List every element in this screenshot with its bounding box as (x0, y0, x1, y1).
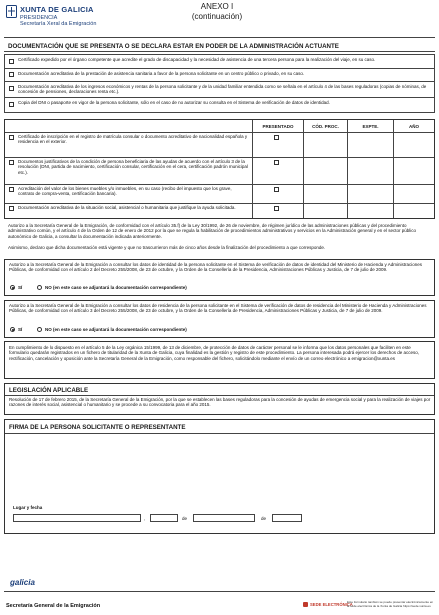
de-label-1: de (182, 516, 188, 521)
footer-organization: Secretaría General de la Emigración (6, 603, 101, 609)
docs-title: DOCUMENTACIÓN QUE SE PRESENTA O SE DECLARA ESTAR EN PODER DE LA ADMINISTRACIÓN ACTUANTE (8, 43, 339, 50)
checkbox-presentado-3[interactable] (274, 187, 279, 192)
checkbox-presentado-1[interactable] (274, 135, 279, 140)
de-label-2: de (261, 516, 267, 521)
signature-title: FIRMA DE LA PERSONA SOLICITANTE O REPRESENTANTE (9, 424, 186, 431)
doc-row-income (4, 82, 435, 98)
place-input[interactable] (13, 514, 141, 522)
identity-yes-radio[interactable] (10, 285, 15, 290)
table-row-text: Documentación acreditativa de la situación social, asistencial o humanitaria que justifique la ayuda solicitada. (18, 205, 236, 210)
legislation-text: Resolución de 17 de febrero 2015, de la Secretaría General de la Emigración, por la que se establecen las bases reguladoras para la concesión de ayudas de emergencia social y para la realización de viajes por razones de interés social, asistencial o humanitario y se procede a su convocatoria para el año 2015. (9, 397, 431, 408)
annex-subtitle: (continuación) (191, 12, 243, 21)
residence-no-label: NO (en este caso se adjuntará la documentación correspondiente) (45, 327, 187, 332)
comma-separator: , (144, 516, 146, 521)
shield-icon (6, 5, 17, 19)
identity-yes-label: SÍ (18, 285, 23, 290)
day-input[interactable] (150, 514, 178, 522)
checkbox-presentado-2[interactable] (274, 160, 279, 165)
header-divider (4, 37, 435, 38)
brand-name: XUNTA DE GALICIA (20, 5, 94, 14)
col-cod-proc: CÓD. PROC. (312, 124, 339, 129)
checkbox-assets[interactable] (9, 187, 14, 192)
sede-icon (303, 602, 308, 607)
sede-note: Este formulario también se puede presentar electrónicamente en la sede electrónica de la Xunta de Galicia https://sede.xunta.es (347, 600, 434, 608)
subdepartment-name: Secretaría Xeral da Emigración (20, 21, 97, 27)
doc-row-health (4, 69, 435, 82)
identity-no-radio[interactable] (37, 285, 42, 290)
col-presentado: PRESENTADO (262, 124, 294, 129)
doc-row-id (4, 98, 435, 113)
residence-authorization (4, 300, 435, 338)
doc-row-disability (4, 54, 435, 69)
identity-no-label: NO (en este caso se adjuntará la documentación correspondiente) (45, 285, 187, 290)
year-input[interactable] (272, 514, 302, 522)
checkbox-id[interactable] (9, 102, 14, 107)
annex-heading (178, 2, 256, 24)
table-row-text: Certificado de inscripción en el registro de matrícula consular o documento acreditativo de nacionalidad española y residencia en el exterior. (18, 134, 248, 145)
privacy-text: En cumplimiento de lo dispuesto en el artículo 5 de la Ley orgánica 15/1999, de 13 de diciembre, de protección de datos de carácter personal se le informa que los datos personales que faciliten en este formulario quedarán registrados en un fichero de titularidad de la Xunta de Galicia, cuya finalidad es la gestión y registro de este procedimiento. La persona interesada podrá ejercer los derechos de acceso, rectificación, cancelación y oposición ante la Secretaría General de la Emigración, como responsable del fichero, solicitándolo mediante el envío de un correo electrónico a emigracion@xunta.es (9, 345, 419, 361)
annex-title: ANEXO I (200, 2, 234, 11)
checkbox-income[interactable] (9, 86, 14, 91)
privacy-notice (4, 341, 435, 379)
declaration-text: Asimismo, declaro que dicha documentación está vigente y que no trascurrieron más de cinco años desde la finalización del procedimiento a que corresponde. (8, 245, 326, 250)
place-date-label: Lugar y fecha (13, 505, 43, 510)
col-ano: AÑO (409, 124, 419, 129)
checkbox-consular[interactable] (9, 135, 14, 140)
col-expte: EXPTE. (362, 124, 379, 129)
department-name: PRESIDENCIA (20, 15, 58, 21)
sede-label: SEDE ELECTRÓNICA (310, 602, 353, 607)
table-row-text: Acreditación del valor de los bienes muebles y/o inmuebles, en su caso (recibo del impuesto que los grave, contrato de compra-venta, certificación bancaria). (18, 186, 232, 197)
galicia-logo: galicia (10, 578, 35, 587)
doc-row-text: Certificado expedido por el órgano competente que acredite el grado de discapacidad y la necesidad de asistencia de una tercera persona para la realización del viaje, en su caso. (18, 56, 376, 62)
doc-row-text: Documentación acreditativa de la prestación de asistencia sanitaria a favor de la persona solicitante en un centro público o privado, en su caso. (18, 70, 305, 76)
doc-row-text: Documentación acreditativa de los ingresos económicos y rentas de la persona solicitante y de la unidad familiar entendida como se señala en el artículo 4 de las bases reguladoras (copias de nóminas, de concesión de pensiones, declaraciones renta etc.). (18, 83, 427, 94)
residence-text: Autorizo a la Secretaría General de la Emigración a consultar los datos de residencia de la persona solicitante en el Sistema de verificación de datos de residencia del Ministerio de Hacienda y Administraciones Públicas, de conformidad con el artículo 3 del Decreto 255/2008, de 23 de octubre, y la Orden de la Consellería de Presidencia, Administraciones Públicas y Justicia, de 7 de julio de 2009. (9, 303, 427, 314)
authorization-text: Autorizo a la Secretaría General de la Emigración, de conformidad con el artículo 35.f) de la Ley 30/1992, de 26 de noviembre, de régimen jurídico de las administraciones públicas y del procedimiento administrativo común, y el artículo 4 de la Orden de 12 de enero de 2012 por la que se regula la habilitación de procedimientos administrativos y servicios en la Administración general y en el sector público autonómico de Galicia, a consultar la documentación indicada anteriormente. (8, 223, 416, 239)
residence-no-radio[interactable] (37, 327, 42, 332)
checkbox-disability[interactable] (9, 59, 14, 64)
checkbox-social[interactable] (9, 206, 14, 211)
checkbox-beneficiary[interactable] (9, 160, 14, 165)
docs-title-divider (4, 51, 435, 52)
residence-yes-radio[interactable] (10, 327, 15, 332)
checkbox-health[interactable] (9, 72, 14, 77)
residence-yes-label: SÍ (18, 327, 23, 332)
xunta-logo (6, 5, 126, 33)
table-row-text: Documentos justificativos de la condición de persona beneficiaria de las ayudas de acuerdo con el artículo 3 de la resolución (DNI, partida de nacimiento, certificación consular, certificación en el cera, certificación padrón municipal etc.). (18, 159, 248, 175)
checkbox-presentado-4[interactable] (274, 206, 279, 211)
signature-section (4, 419, 435, 534)
identity-text: Autorizo a la Secretaría General de la Emigración a consultar los datos de identidad de la persona solicitante en el Sistema de verificación de datos de identidad del Ministerio de Hacienda y Administraciones Públicas, de conformidad con el artículo 2 del Decreto 255/2008, de 23 de octubre, y la Orden de la Consellería de la Presidencia, Administraciones Públicas y Justicia, de 7 de julio de 2009. (9, 262, 422, 273)
footer-divider (4, 591, 435, 592)
legislation-section (4, 383, 435, 415)
identity-authorization (4, 259, 435, 296)
month-input[interactable] (193, 514, 255, 522)
legislation-title: LEGISLACIÓN APLICABLE (9, 387, 89, 394)
doc-row-text: Copia del DNI o pasaporte en vigor de la persona solicitante, sólo en el caso de no autorizar su consulta en el Sistema de verificación de datos de identidad. (18, 99, 330, 105)
docs-table (4, 119, 435, 219)
